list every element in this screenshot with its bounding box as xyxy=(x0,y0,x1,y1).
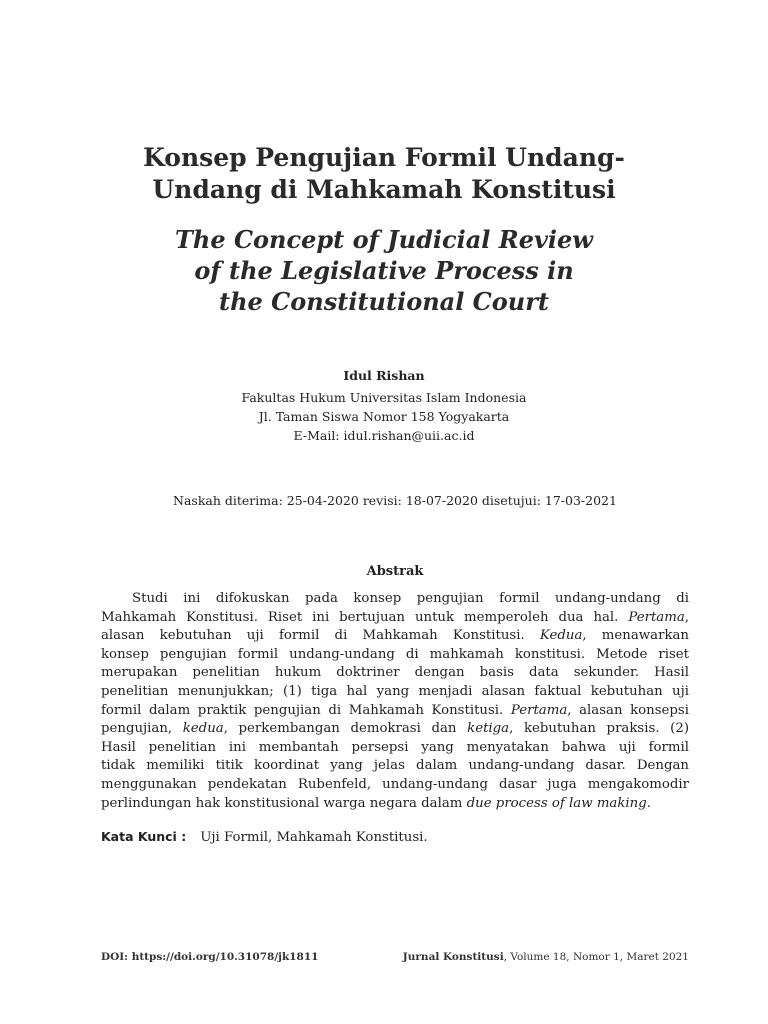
abstract-heading: Abstrak xyxy=(366,564,424,579)
abstract-line xyxy=(101,664,689,683)
abstract-emphasis: due process of law making xyxy=(466,795,647,811)
abstract-text: , xyxy=(684,609,689,625)
journal-issue: , Volume 18, Nomor 1, Maret 2021 xyxy=(503,951,689,963)
paper-title-english xyxy=(0,224,768,317)
abstract-line xyxy=(101,590,689,609)
abstract-line xyxy=(101,683,689,702)
keywords-value: Uji Formil, Mahkamah Konstitusi. xyxy=(200,830,428,845)
title-id-line: Undang di Mahkamah Konstitusi xyxy=(152,175,616,204)
abstract-text: penelitian menunjukkan; (1) tiga hal yang menjadi alasan faktual kebutuhan uji xyxy=(101,683,689,699)
abstract-text: alasan kebutuhan uji formil di Mahkamah Konstitusi. xyxy=(101,628,540,644)
abstract-line xyxy=(101,757,689,776)
affiliation-line: Fakultas Hukum Universitas Islam Indonesia xyxy=(241,390,527,405)
paper-title-indonesian xyxy=(0,142,768,206)
abstract-text: perlindungan hak konstitusional warga negara dalam xyxy=(101,795,467,811)
abstract-emphasis: Pertama xyxy=(628,609,685,625)
title-en-line: of the Legislative Process in xyxy=(194,256,574,285)
abstract-line xyxy=(101,720,689,739)
abstract-emphasis: ketiga xyxy=(467,721,510,737)
author-name: Idul Rishan xyxy=(343,368,425,383)
email-line: E-Mail: idul.rishan@uii.ac.id xyxy=(293,428,475,443)
abstract-text: , menawarkan xyxy=(582,628,689,644)
abstract-line xyxy=(101,776,689,795)
title-id-line: Konsep Pengujian Formil Undang- xyxy=(143,143,625,172)
abstract-text: , perkembangan demokrasi dan xyxy=(223,721,468,737)
title-en-line: the Constitutional Court xyxy=(219,287,549,316)
abstract-text: formil dalam praktik pengujian di Mahkamah Konstitusi. xyxy=(101,702,511,718)
abstract-text: . xyxy=(646,795,651,811)
affiliation-line: Jl. Taman Siswa Nomor 158 Yogyakarta xyxy=(258,409,510,424)
abstract-body xyxy=(101,590,689,813)
abstract-emphasis: kedua xyxy=(182,721,224,737)
abstract-text: pengujian, xyxy=(101,721,183,737)
abstract-text: Mahkamah Konstitusi. Riset ini bertujuan untuk memperoleh dua hal. xyxy=(101,609,629,625)
abstract-text: Hasil penelitian ini membantah persepsi yang menyatakan bahwa uji formil xyxy=(101,739,689,755)
abstract-text: menggunakan pendekatan Rubenfeld, undang-undang dasar juga mengakomodir xyxy=(101,776,689,792)
footer-journal xyxy=(403,951,689,963)
abstract-emphasis: Kedua xyxy=(539,628,583,644)
abstract-line xyxy=(101,609,689,628)
abstract-text: Studi ini difokuskan pada konsep pengujian formil undang-undang di xyxy=(132,591,689,606)
abstract-text: , alasan konsepsi xyxy=(567,702,689,718)
submission-dates: Naskah diterima: 25-04-2020 revisi: 18-07-2020 disetujui: 17-03-2021 xyxy=(173,493,617,508)
abstract-line xyxy=(101,795,689,814)
journal-name: Jurnal Konstitusi xyxy=(402,951,504,963)
keywords-label: Kata Kunci : xyxy=(101,829,187,844)
abstract-line xyxy=(101,646,689,665)
abstract-line xyxy=(101,702,689,721)
footer-doi: DOI: https://doi.org/10.31078/jk1811 xyxy=(101,951,319,963)
abstract-text: merupakan penelitian hukum doktriner dengan basis data sekunder. Hasil xyxy=(101,665,689,681)
abstract-text: , kebutuhan praksis. (2) xyxy=(509,721,690,737)
author-affiliation xyxy=(0,388,768,445)
abstract-text: tidak memiliki titik koordinat yang jelas dalam undang-undang dasar. Dengan xyxy=(101,758,689,774)
abstract-emphasis: Pertama xyxy=(510,702,568,718)
keywords xyxy=(101,829,428,845)
abstract-line xyxy=(101,739,689,758)
abstract-text: konsep pengujian formil undang-undang di mahkamah konstitusi. Metode riset xyxy=(101,646,689,662)
abstract-line xyxy=(101,627,689,646)
title-en-line: The Concept of Judicial Review xyxy=(175,225,593,254)
